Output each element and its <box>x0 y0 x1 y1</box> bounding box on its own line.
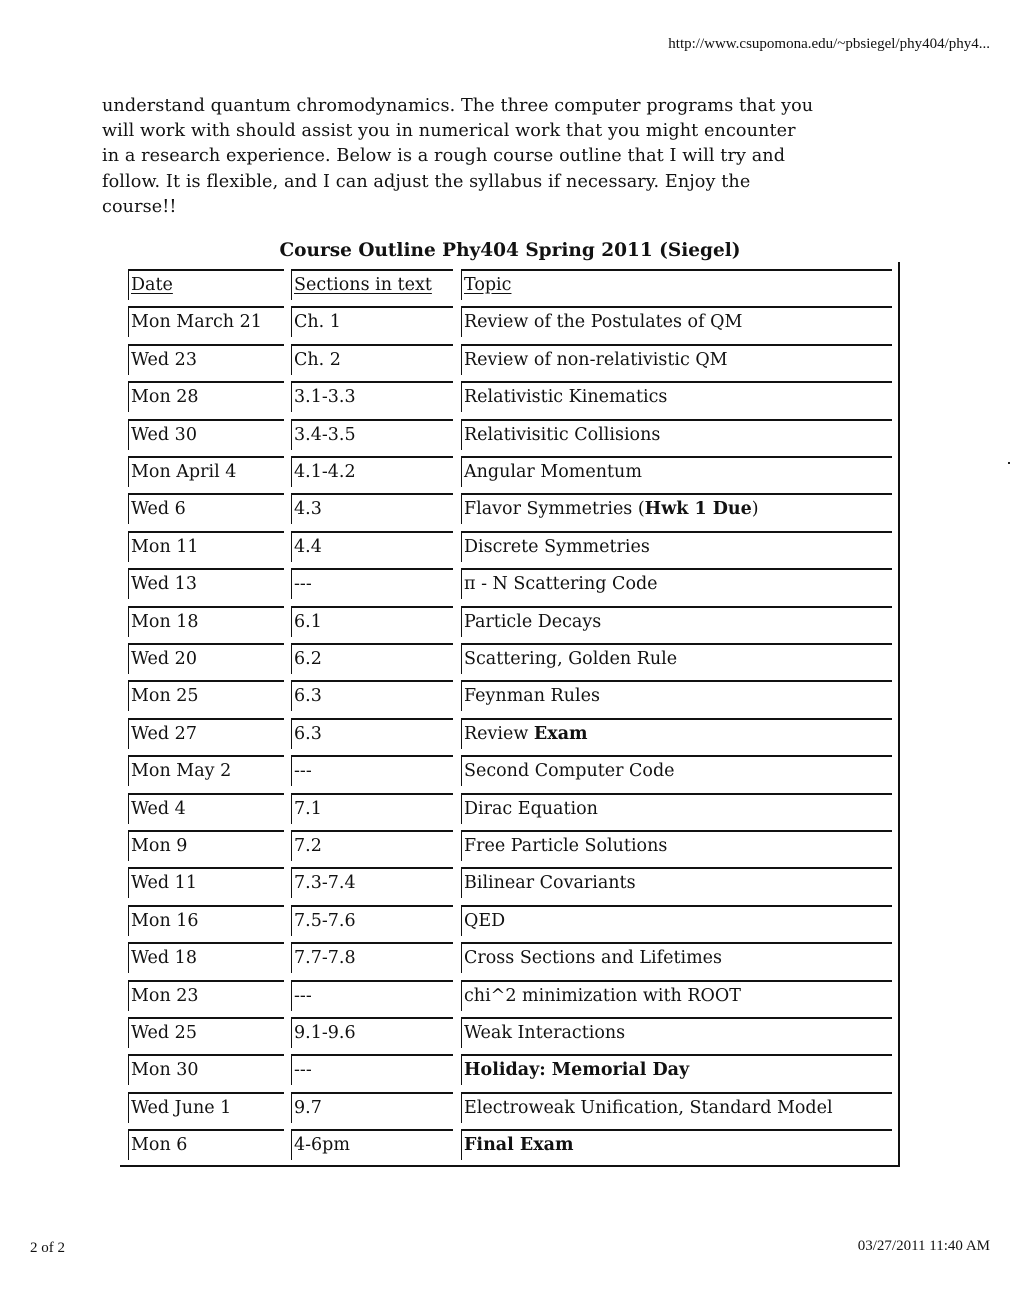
topic-text: Dirac Equation <box>464 798 598 819</box>
topic-text: Review <box>464 723 534 744</box>
page-url-header: http://www.csupomona.edu/~pbsiegel/phy404/phy4... <box>668 36 990 52</box>
cell-topic <box>461 1129 892 1160</box>
cell-topic <box>461 344 892 375</box>
cell-sections: 7.5-7.6 <box>291 905 453 936</box>
cell-topic <box>461 456 892 487</box>
topic-text: Flavor Symmetries ( <box>464 499 645 520</box>
cell-date: Wed 18 <box>128 942 284 973</box>
column-header-label: Sections in text <box>294 275 432 295</box>
topic-text: Review of the Postulates of QM <box>464 312 743 333</box>
cell-date: Mon 25 <box>128 680 284 711</box>
intro-line: in a research experience. Below is a rough course outline that I will try and <box>102 146 786 167</box>
topic-text-after: ) <box>751 499 759 520</box>
column-header-date <box>128 269 284 300</box>
topic-text: Cross Sections and Lifetimes <box>464 948 723 969</box>
topic-text: Relativisitic Collisions <box>464 424 661 445</box>
page-number: 2 of 2 <box>30 1240 65 1256</box>
intro-line: understand quantum chromodynamics. The three computer programs that you <box>102 96 814 116</box>
cell-sections: 3.4-3.5 <box>291 419 453 450</box>
cell-sections: 9.7 <box>291 1092 453 1123</box>
cell-date: Wed June 1 <box>128 1092 284 1123</box>
topic-text: Weak Interactions <box>464 1023 626 1043</box>
cell-topic <box>461 419 892 450</box>
print-timestamp: 03/27/2011 11:40 AM <box>857 1238 990 1254</box>
column-header-label: Date <box>131 275 173 295</box>
cell-sections: 6.3 <box>291 718 453 749</box>
cell-sections: 9.1-9.6 <box>291 1017 453 1048</box>
cell-date: Wed 13 <box>128 568 284 599</box>
cell-date: Wed 11 <box>128 867 284 898</box>
cell-date: Mon 28 <box>128 381 284 412</box>
cell-sections: 4.4 <box>291 531 453 562</box>
cell-topic <box>461 606 892 637</box>
topic-text: Relativistic Kinematics <box>464 387 668 408</box>
column-header-sections <box>291 269 453 300</box>
cell-sections: 4.1-4.2 <box>291 456 453 487</box>
column-header-topic <box>461 269 892 300</box>
topic-emphasis: Holiday: Memorial Day <box>464 1060 690 1081</box>
cell-date: Wed 20 <box>128 643 284 674</box>
cell-date: Mon 23 <box>128 980 284 1011</box>
topic-emphasis: Exam <box>533 723 588 744</box>
cell-sections: Ch. 2 <box>291 344 453 375</box>
topic-text: Scattering, Golden Rule <box>464 649 678 669</box>
cell-topic <box>461 643 892 674</box>
cell-date: Wed 4 <box>128 793 284 824</box>
topic-text: QED <box>464 910 506 931</box>
intro-line: will work with should assist you in numerical work that you might encounter <box>102 121 796 142</box>
cell-topic <box>461 493 892 524</box>
cell-date: Mon 16 <box>128 905 284 936</box>
topic-emphasis: Final Exam <box>464 1135 574 1156</box>
cell-sections: 7.1 <box>291 793 453 824</box>
table-title: Course Outline Phy404 Spring 2011 (Siegel) <box>279 240 741 261</box>
cell-topic <box>461 980 892 1011</box>
topic-text: Review of non-relativistic QM <box>464 349 728 370</box>
cell-date: Wed 23 <box>128 344 284 375</box>
cell-date: Mon April 4 <box>128 456 284 487</box>
cell-topic <box>461 867 892 898</box>
cell-topic <box>461 830 892 861</box>
cell-sections: 4-6pm <box>291 1129 453 1160</box>
cell-date: Wed 30 <box>128 419 284 450</box>
cell-date: Wed 25 <box>128 1017 284 1048</box>
cell-sections: --- <box>291 980 453 1011</box>
cell-sections: --- <box>291 1054 453 1085</box>
cell-sections: Ch. 1 <box>291 306 453 337</box>
column-header-label: Topic <box>464 275 512 295</box>
cell-topic <box>461 568 892 599</box>
topic-text: Bilinear Covariants <box>464 873 636 894</box>
topic-text: Free Particle Solutions <box>464 836 668 856</box>
topic-text: Angular Momentum <box>464 462 642 482</box>
cell-sections: 6.3 <box>291 680 453 711</box>
cell-date: Mon 6 <box>128 1129 284 1160</box>
cell-sections: 6.1 <box>291 606 453 637</box>
cell-date: Mon May 2 <box>128 755 284 786</box>
cell-sections: --- <box>291 568 453 599</box>
cell-sections: 6.2 <box>291 643 453 674</box>
cell-sections: 7.7-7.8 <box>291 942 453 973</box>
course-outline-table <box>120 262 900 1167</box>
cell-topic <box>461 680 892 711</box>
cell-topic <box>461 1054 892 1085</box>
cell-topic <box>461 718 892 749</box>
intro-paragraph <box>102 94 932 220</box>
topic-text: Discrete Symmetries <box>464 536 650 557</box>
topic-text: π - N Scattering Code <box>464 574 658 595</box>
cell-topic <box>461 905 892 936</box>
topic-emphasis: Hwk 1 Due <box>644 499 752 520</box>
cell-date: Mon 30 <box>128 1054 284 1085</box>
cell-sections: 7.2 <box>291 830 453 861</box>
cell-topic <box>461 755 892 786</box>
cell-topic <box>461 1092 892 1123</box>
cell-topic <box>461 531 892 562</box>
topic-text: Feynman Rules <box>464 686 600 707</box>
cell-date: Wed 27 <box>128 718 284 749</box>
cell-topic <box>461 306 892 337</box>
cell-date: Mon 18 <box>128 606 284 637</box>
cell-date: Wed 6 <box>128 493 284 524</box>
scan-artifact <box>1008 462 1010 464</box>
cell-date: Mon 9 <box>128 830 284 861</box>
topic-text: Electroweak Unification, Standard Model <box>464 1097 833 1118</box>
cell-sections: --- <box>291 755 453 786</box>
cell-sections: 7.3-7.4 <box>291 867 453 898</box>
cell-sections: 4.3 <box>291 493 453 524</box>
topic-text: chi^2 minimization with ROOT <box>464 985 741 1006</box>
intro-line: follow. It is flexible, and I can adjust the syllabus if necessary. Enjoy the <box>102 171 751 192</box>
cell-date: Mon 11 <box>128 531 284 562</box>
cell-topic <box>461 381 892 412</box>
topic-text: Second Computer Code <box>464 761 675 782</box>
topic-text: Particle Decays <box>464 611 602 632</box>
cell-topic <box>461 1017 892 1048</box>
cell-date: Mon March 21 <box>128 306 284 337</box>
cell-topic <box>461 942 892 973</box>
intro-line: course!! <box>102 196 177 217</box>
cell-topic <box>461 793 892 824</box>
cell-sections: 3.1-3.3 <box>291 381 453 412</box>
